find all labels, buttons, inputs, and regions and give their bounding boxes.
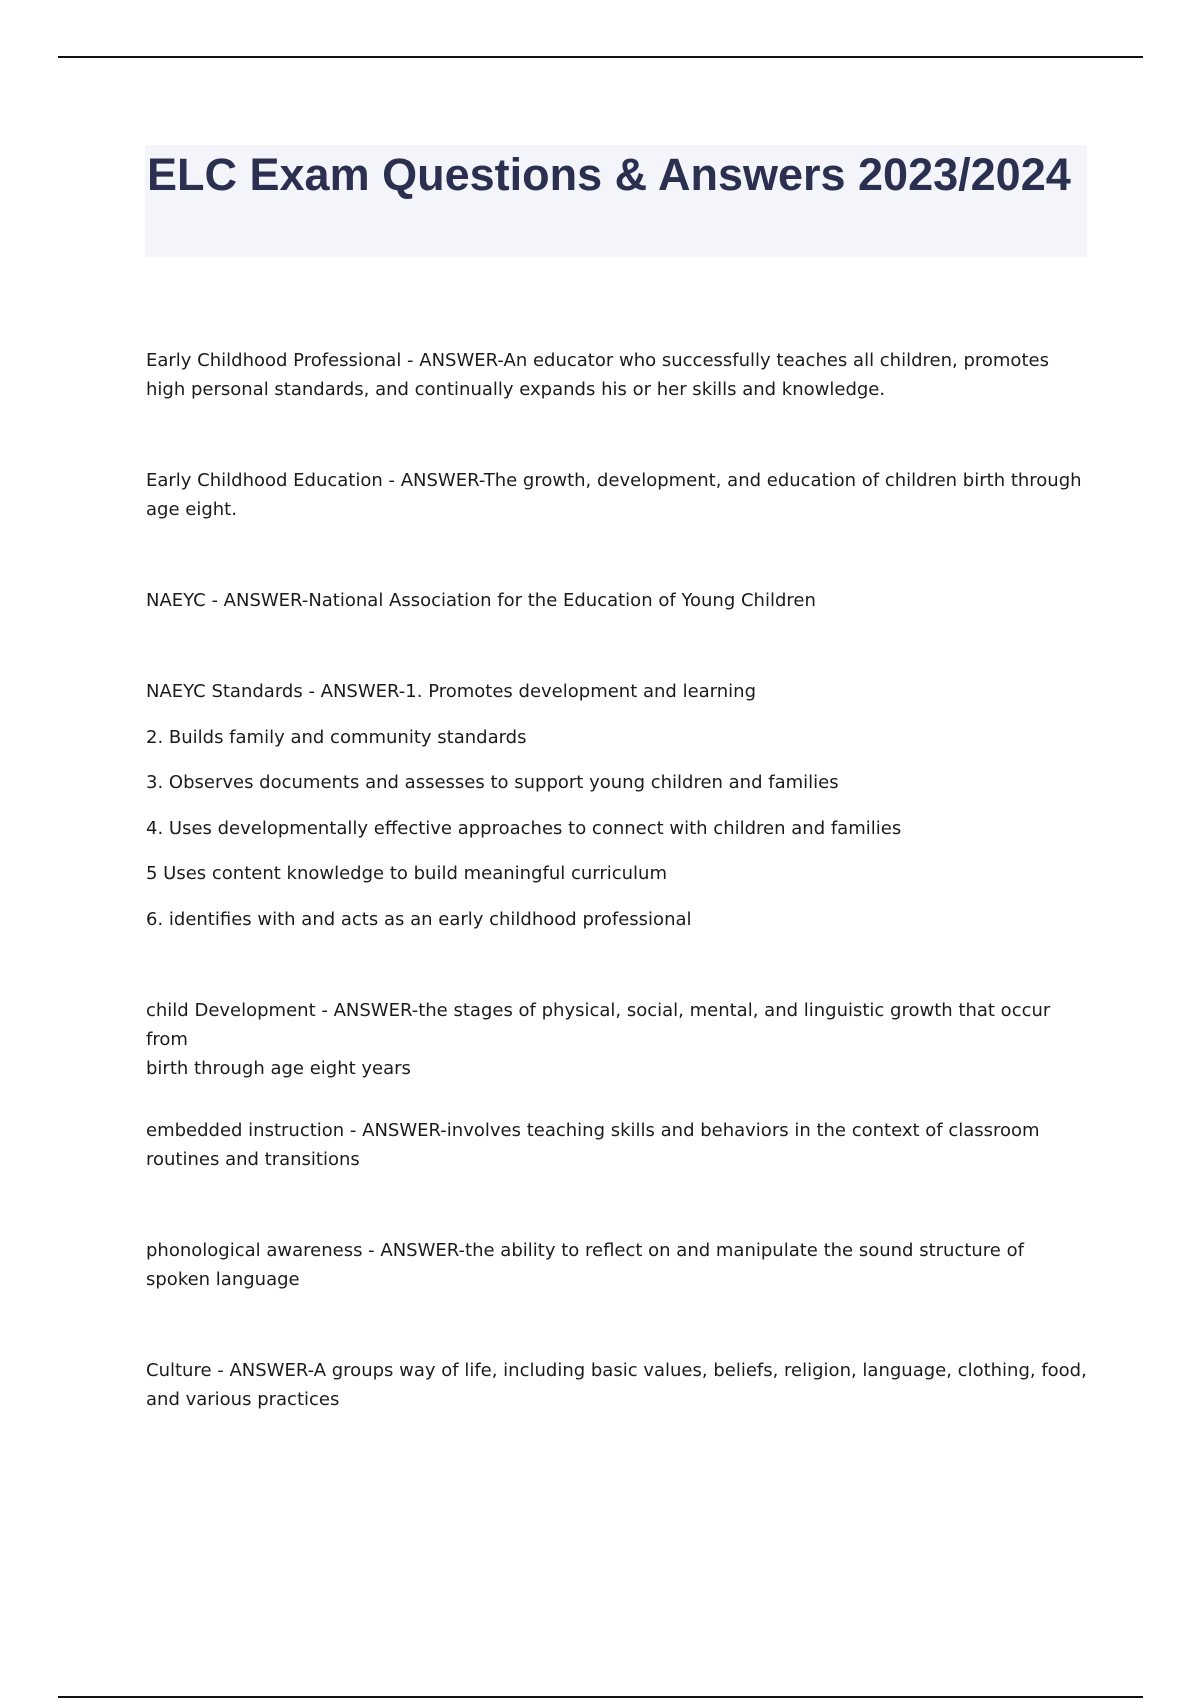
- entry-child-development: child Development - ANSWER-the stages of physical, social, mental, and linguistic growth that occur from birth through age eight years: [146, 1000, 1051, 1079]
- entry-phonological-awareness: phonological awareness - ANSWER-the ability to reflect on and manipulate the sound structure of spoken language: [146, 1240, 1024, 1290]
- bottom-divider: [58, 1696, 1143, 1698]
- standard-item-4: 4. Uses developmentally effective approaches to connect with children and families: [146, 818, 902, 839]
- standard-item-5: 5 Uses content knowledge to build meaningful curriculum: [146, 863, 667, 884]
- entry-culture: Culture - ANSWER-A groups way of life, including basic values, beliefs, religion, language, clothing, food, and various practices: [146, 1360, 1087, 1410]
- entry-naeyc: NAEYC - ANSWER-National Association for the Education of Young Children: [146, 590, 816, 611]
- top-divider: [58, 56, 1143, 58]
- entry-naeyc-standards: NAEYC Standards - ANSWER-1. Promotes development and learning: [146, 681, 757, 702]
- entry-early-childhood-professional: Early Childhood Professional - ANSWER-An educator who successfully teaches all children, promotes high personal standards, and continually expands his or her skills and knowledge.: [146, 350, 1049, 400]
- document-title: ELC Exam Questions & Answers 2023/2024: [147, 149, 1071, 200]
- entry-early-childhood-education: Early Childhood Education - ANSWER-The growth, development, and education of children birth through age eight.: [146, 470, 1082, 520]
- standard-item-3: 3. Observes documents and assesses to support young children and families: [146, 772, 839, 793]
- standard-item-6: 6. identifies with and acts as an early childhood professional: [146, 909, 692, 930]
- entry-embedded-instruction: embedded instruction - ANSWER-involves teaching skills and behaviors in the context of classroom routines and transitions: [146, 1120, 1040, 1170]
- standard-item-2: 2. Builds family and community standards: [146, 727, 527, 748]
